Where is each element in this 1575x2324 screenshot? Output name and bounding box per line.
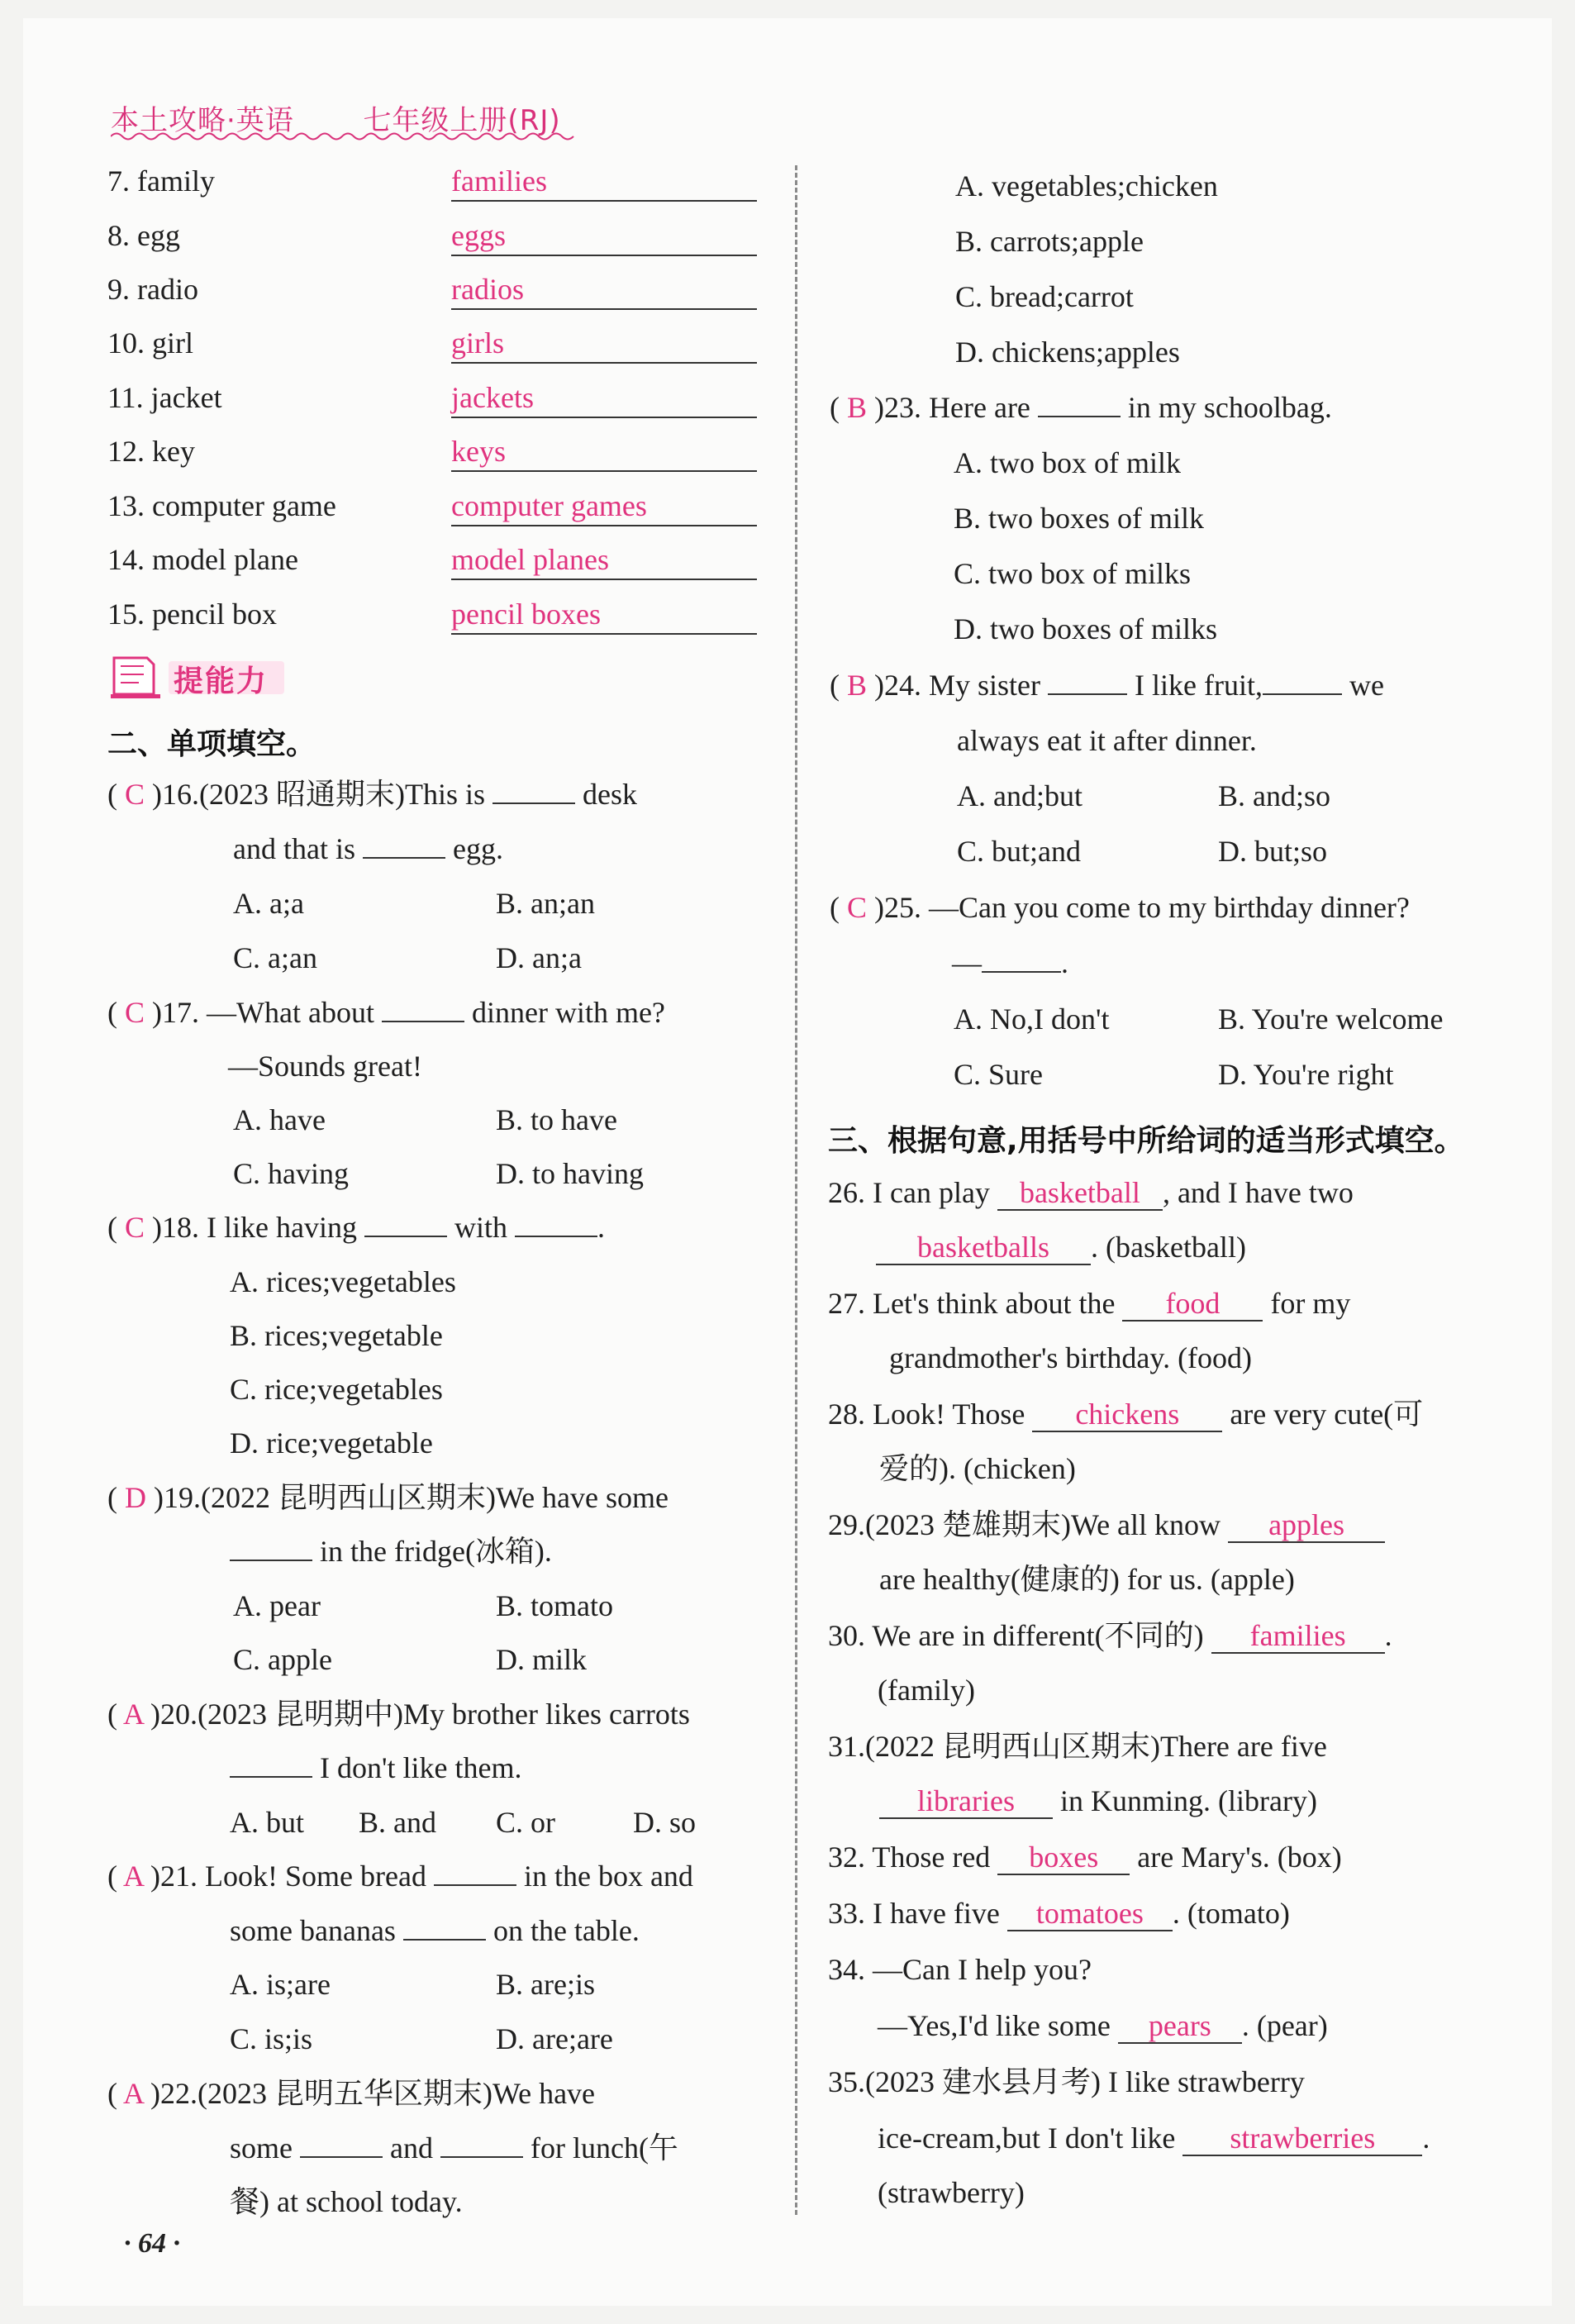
plural-word: 15. pencil box <box>107 598 277 631</box>
question-30-line2: (family) <box>878 1674 975 1707</box>
question-29: 29.(2023 楚雄期末)We all know apples <box>828 1506 1385 1544</box>
option-a: A. a;a <box>233 887 304 920</box>
option-a: A. and;but <box>957 779 1083 812</box>
question-19: ( D )19.(2022 昆明西山区期末)We have some <box>107 1481 669 1514</box>
question-32: 32. Those red boxes are Mary's. (box) <box>828 1841 1342 1874</box>
question-26-line2: basketballs . (basketball) <box>876 1228 1246 1266</box>
answer-letter: A <box>123 2077 144 2110</box>
question-18: ( C )18. I like having with . <box>107 1211 605 1244</box>
question-24: ( B )24. My sister I like fruit, we <box>830 669 1384 702</box>
option-d: D. but;so <box>1218 835 1328 868</box>
question-28: 28. Look! Those chickens are very cute(可 <box>828 1398 1424 1431</box>
question-17-line2: —Sounds great! <box>228 1050 422 1083</box>
answer-blank: apples <box>1228 1508 1385 1543</box>
plural-word: 12. key <box>107 435 195 468</box>
option-d: D. are;are <box>496 2022 613 2055</box>
option-d: D. milk <box>496 1643 588 1676</box>
answer-letter: A <box>123 1698 144 1731</box>
question-23: ( B )23. Here are in my schoolbag. <box>830 391 1332 424</box>
question-17: ( C )17. —What about dinner with me? <box>107 996 665 1029</box>
page-number: · 64 · <box>124 2228 180 2259</box>
grade-label: 七年级上册(RJ) <box>363 104 561 137</box>
answer-letter: A <box>123 1860 144 1893</box>
option-c: C. two box of milks <box>954 557 1192 590</box>
option-b: B. two boxes of milk <box>954 502 1204 535</box>
answer-blank: strawberries <box>1182 2122 1422 2156</box>
option-c: C. a;an <box>233 941 317 974</box>
option-b: B. rices;vegetable <box>230 1319 443 1352</box>
answer-blank: families <box>1211 1619 1385 1654</box>
option-a: A. pear <box>233 1589 321 1622</box>
question-22-line3: 餐) at school today. <box>230 2185 463 2218</box>
option-c: C. Sure <box>954 1058 1043 1091</box>
answer-blank: chickens <box>1032 1398 1222 1432</box>
option-b: B. carrots;apple <box>955 225 1144 258</box>
answer-blank: pears <box>1118 2009 1242 2044</box>
answer-letter: C <box>125 996 145 1029</box>
option-b: B. to have <box>496 1103 617 1136</box>
question-21-line2: some bananas on the table. <box>230 1914 640 1947</box>
plural-word: 10. girl <box>107 326 193 360</box>
plural-answer: families <box>451 162 757 202</box>
question-33: 33. I have five tomatoes . (tomato) <box>828 1897 1290 1930</box>
option-c: C. having <box>233 1157 349 1190</box>
question-24-line2: always eat it after dinner. <box>957 724 1257 757</box>
plural-answer: girls <box>451 324 757 364</box>
option-a: A. rices;vegetables <box>230 1265 456 1298</box>
question-31: 31.(2022 昆明西山区期末)There are five <box>828 1730 1327 1763</box>
plural-answer: keys <box>451 432 757 472</box>
option-c: C. bread;carrot <box>955 280 1134 313</box>
question-20-line2: I don't like them. <box>230 1749 521 1787</box>
question-34-line2: —Yes,I'd like some pears . (pear) <box>878 2009 1328 2042</box>
option-c: C. but;and <box>957 835 1081 868</box>
answer-blank: basketballs <box>876 1231 1091 1265</box>
plural-word: 7. family <box>107 164 215 198</box>
plural-answer: pencil boxes <box>451 595 757 635</box>
option-c: C. is;is <box>230 2022 313 2055</box>
plural-word: 13. computer game <box>107 489 336 522</box>
question-35: 35.(2023 建水县月考) I like strawberry <box>828 2065 1305 2098</box>
option-b: B. and <box>359 1806 436 1839</box>
option-b: B. an;an <box>496 887 595 920</box>
question-25: ( C )25. —Can you come to my birthday dinner? <box>830 891 1410 924</box>
question-19-line2: in the fridge(冰箱). <box>230 1532 552 1570</box>
option-b: B. You're welcome <box>1218 1002 1444 1036</box>
question-27: 27. Let's think about the food for my <box>828 1287 1351 1320</box>
plural-answer: eggs <box>451 217 757 256</box>
question-21: ( A )21. Look! Some bread in the box and <box>107 1860 693 1893</box>
answer-letter: C <box>847 891 868 924</box>
question-30: 30. We are in different(不同的) families . <box>828 1619 1392 1652</box>
question-29-line2: are healthy(健康的) for us. (apple) <box>879 1563 1295 1596</box>
option-a: A. have <box>233 1103 326 1136</box>
plural-word: 9. radio <box>107 273 198 306</box>
option-b: B. tomato <box>496 1589 613 1622</box>
header-wave-decoration <box>111 131 582 142</box>
question-25-line2: — . <box>952 946 1068 979</box>
question-28-line2: 爱的). (chicken) <box>879 1452 1076 1485</box>
question-26: 26. I can play basketball , and I have two <box>828 1176 1354 1209</box>
option-b: B. and;so <box>1218 779 1331 812</box>
option-d: D. two boxes of milks <box>954 612 1217 645</box>
answer-blank: basketball <box>997 1176 1163 1211</box>
question-22-line2: some and for lunch(午 <box>230 2131 678 2164</box>
plural-word: 11. jacket <box>107 381 222 414</box>
option-d: D. so <box>633 1806 697 1839</box>
question-31-line2: libraries in Kunming. (library) <box>879 1782 1317 1820</box>
option-a: A. No,I don't <box>954 1002 1110 1036</box>
option-c: C. rice;vegetables <box>230 1373 443 1406</box>
answer-blank: libraries <box>879 1784 1053 1819</box>
question-34: 34. —Can I help you? <box>828 1953 1092 1986</box>
option-b: B. are;is <box>496 1968 595 2001</box>
book-title: 本土攻略·英语 <box>111 104 294 137</box>
option-a: A. but <box>230 1806 304 1839</box>
option-a: A. vegetables;chicken <box>955 169 1218 202</box>
answer-letter: D <box>125 1481 146 1514</box>
option-d: D. an;a <box>496 941 582 974</box>
plural-answer: radios <box>451 270 757 310</box>
plural-answer: computer games <box>451 487 757 526</box>
option-d: D. rice;vegetable <box>230 1426 433 1460</box>
question-35-line3: (strawberry) <box>878 2176 1025 2209</box>
question-16-line2: and that is egg. <box>233 832 503 865</box>
option-d: D. You're right <box>1218 1058 1394 1091</box>
answer-letter: B <box>847 669 868 702</box>
column-divider <box>795 165 797 2215</box>
answer-blank: food <box>1122 1287 1263 1322</box>
plural-answer: model planes <box>451 541 757 580</box>
option-a: A. is;are <box>230 1968 331 2001</box>
answer-letter: C <box>125 778 145 811</box>
option-c: C. apple <box>233 1643 332 1676</box>
plural-word: 14. model plane <box>107 543 298 576</box>
plural-answer: jackets <box>451 379 757 418</box>
section-2-title: 二、单项填空。 <box>107 727 316 761</box>
question-27-line2: grandmother's birthday. (food) <box>889 1341 1253 1374</box>
question-35-line2: ice-cream,but I don't like strawberries . <box>878 2122 1430 2155</box>
option-c: C. or <box>496 1806 555 1839</box>
section-3-title: 三、根据句意,用括号中所给词的适当形式填空。 <box>828 1124 1464 1158</box>
answer-blank: boxes <box>997 1841 1130 1875</box>
option-d: D. chickens;apples <box>955 336 1180 369</box>
answer-letter: C <box>125 1211 145 1244</box>
answer-blank: tomatoes <box>1007 1897 1173 1931</box>
option-a: A. two box of milk <box>954 446 1181 479</box>
badge-label: 提能力 <box>174 664 269 698</box>
answer-letter: B <box>847 391 868 424</box>
question-22: ( A )22.(2023 昆明五华区期末)We have <box>107 2077 596 2110</box>
question-20: ( A )20.(2023 昆明期中)My brother likes carrots <box>107 1698 690 1731</box>
question-16: ( C )16.(2023 昭通期末)This is desk <box>107 778 638 811</box>
option-d: D. to having <box>496 1157 644 1190</box>
plural-word: 8. egg <box>107 219 180 252</box>
